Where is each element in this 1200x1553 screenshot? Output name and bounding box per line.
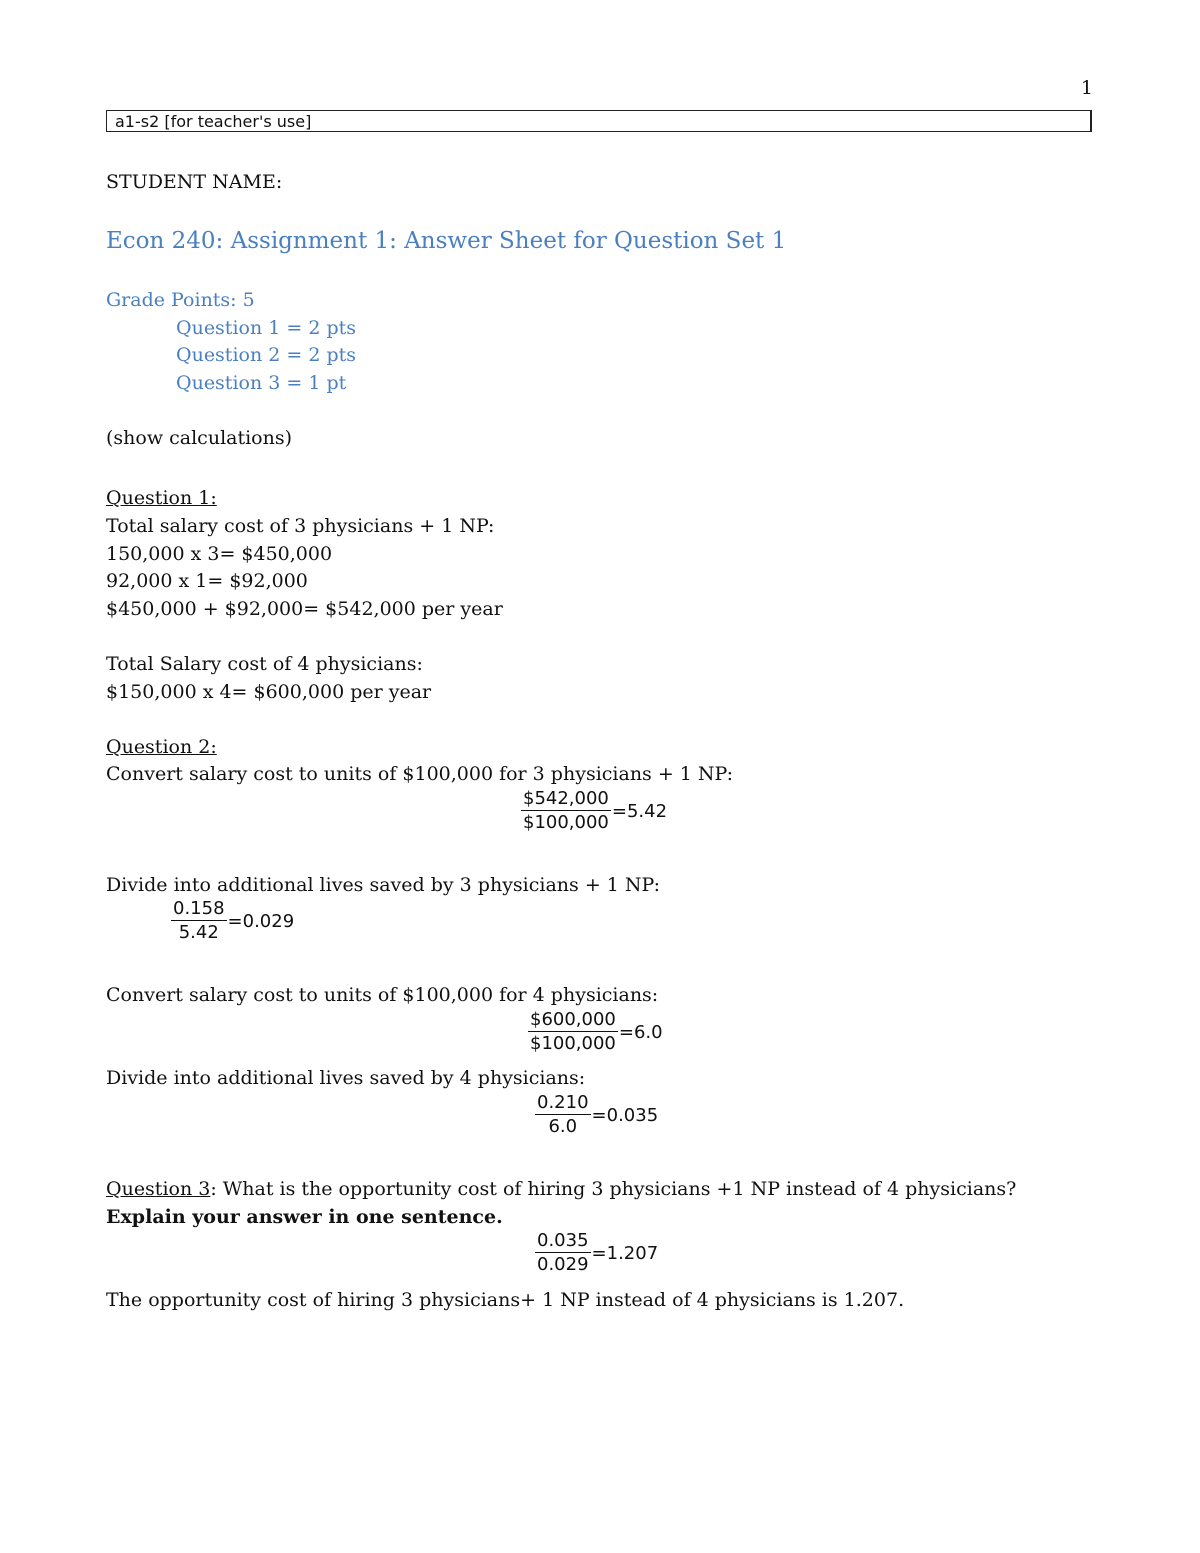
fraction-numerator: 0.158 bbox=[173, 898, 225, 919]
q1-line: 150,000 x 3= $450,000 bbox=[106, 543, 333, 565]
document-title: Econ 240: Assignment 1: Answer Sheet for Question Set 1 bbox=[106, 228, 787, 254]
fraction-result: =0.035 bbox=[591, 1105, 659, 1126]
question-1-heading: Question 1: bbox=[106, 487, 217, 509]
grade-item-q3: Question 3 = 1 pt bbox=[176, 372, 347, 394]
grade-points-total: Grade Points: 5 bbox=[106, 289, 255, 311]
teacher-use-box: a1-s2 [for teacher's use] bbox=[106, 110, 1092, 132]
fraction-542000-over-100000 bbox=[521, 788, 667, 835]
fraction-denominator: 6.0 bbox=[548, 1116, 578, 1137]
q1-line: Total Salary cost of 4 physicians: bbox=[106, 653, 423, 675]
fraction-denominator: 0.029 bbox=[537, 1254, 589, 1275]
q1-line: $450,000 + $92,000= $542,000 per year bbox=[106, 598, 503, 620]
fraction-numerator: $600,000 bbox=[530, 1009, 616, 1030]
fraction-numerator: $542,000 bbox=[523, 788, 609, 809]
fraction-0210-over-60 bbox=[535, 1092, 658, 1139]
q2-line: Divide into additional lives saved by 3 physicians + 1 NP: bbox=[106, 874, 661, 896]
fraction-result: =5.42 bbox=[611, 801, 668, 822]
fraction-result: =1.207 bbox=[591, 1243, 659, 1264]
fraction-numerator: 0.210 bbox=[537, 1092, 589, 1113]
q1-line: Total salary cost of 3 physicians + 1 NP: bbox=[106, 515, 495, 537]
q2-line: Convert salary cost to units of $100,000 for 3 physicians + 1 NP: bbox=[106, 763, 734, 785]
fraction-0158-over-542 bbox=[171, 898, 294, 945]
grade-item-q2: Question 2 = 2 pts bbox=[176, 344, 356, 366]
fraction-result: =6.0 bbox=[618, 1022, 663, 1043]
question-2-heading: Question 2: bbox=[106, 736, 217, 758]
q2-line: Convert salary cost to units of $100,000 for 4 physicians: bbox=[106, 984, 659, 1006]
question-3-instruction: Explain your answer in one sentence. bbox=[106, 1206, 503, 1228]
q1-line: $150,000 x 4= $600,000 per year bbox=[106, 681, 432, 703]
question-3-answer: The opportunity cost of hiring 3 physicians+ 1 NP instead of 4 physicians is 1.207. bbox=[106, 1289, 905, 1311]
fraction-denominator: $100,000 bbox=[530, 1033, 616, 1054]
q2-line: Divide into additional lives saved by 4 physicians: bbox=[106, 1067, 586, 1089]
show-calculations-note: (show calculations) bbox=[106, 427, 293, 449]
grade-item-q1: Question 1 = 2 pts bbox=[176, 317, 356, 339]
fraction-denominator: $100,000 bbox=[523, 812, 609, 833]
fraction-600000-over-100000 bbox=[528, 1009, 663, 1056]
q1-line: 92,000 x 1= $92,000 bbox=[106, 570, 308, 592]
fraction-result: =0.029 bbox=[227, 911, 295, 932]
question-3-line bbox=[106, 1175, 1016, 1203]
fraction-numerator: 0.035 bbox=[537, 1230, 589, 1251]
fraction-denominator: 5.42 bbox=[178, 922, 219, 943]
page-number: 1 bbox=[1080, 77, 1093, 99]
question-3-text: : What is the opportunity cost of hiring 3 physicians +1 NP instead of 4 physicians? bbox=[210, 1178, 1017, 1200]
student-name-label: STUDENT NAME: bbox=[106, 171, 283, 193]
question-3-heading: Question 3 bbox=[106, 1178, 211, 1200]
fraction-0035-over-0029 bbox=[535, 1230, 658, 1277]
